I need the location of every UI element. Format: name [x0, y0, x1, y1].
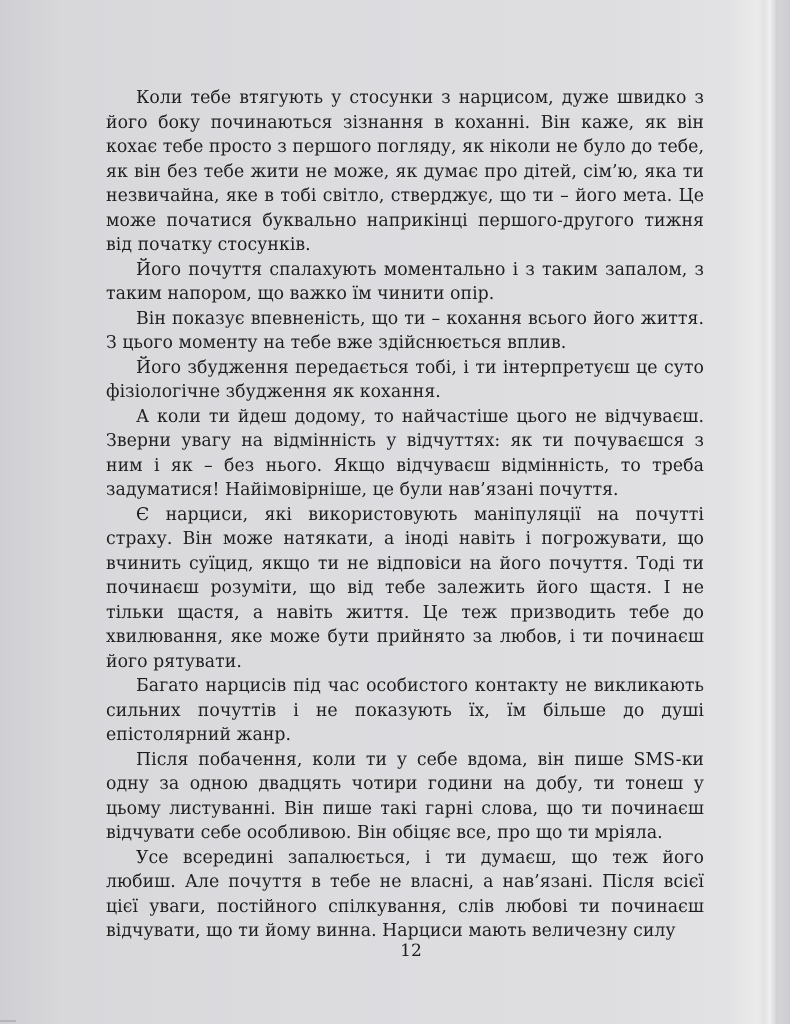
page-number: 12 — [400, 941, 422, 961]
paragraph: Його збудження передається тобі, і ти інтерпретуєш це суто фізіологічне збудження як кохання. — [106, 357, 704, 402]
paragraph: Є нарциси, які використовують маніпуляції на почутті страху. Він може натякати, а іноді навіть і погрожувати, що вчинить суїцид, якщо ти не відповіси на його почуття. Тоді ти починаєш розуміти, що від тебе залежить його щастя. І не тільки щастя, а навіть життя. Це теж призводить тебе до хвилювання, яке може бути прийнято за любов, і ти починаєш його рятувати. — [106, 504, 704, 672]
paragraph: Після побачення, коли ти у себе вдома, він пише SMS-ки одну за одною двадцять чотири години на добу, ти тонеш у цьому листуванні. Він пише такі гарні слова, що ти починаєш відчувати себе особливою. Він обіцяє все, про що ти мріяла. — [106, 749, 704, 843]
paragraph: Багато нарцисів під час особистого контакту не викликають сильних почуттів і не показують їх, їм більше до душі епістолярний жанр. — [106, 676, 704, 745]
paragraph: Усе всередині запалюється, і ти думаєш, що теж його любиш. Але почуття в тебе не власні, а нав’язані. Після всієї цієї уваги, постійного спілкування, слів любові ти починаєш відчувати, що ти йому винна. Нарциси мають величезну силу — [106, 847, 704, 941]
body-text — [106, 86, 704, 944]
paragraph: Коли тебе втягують у стосунки з нарцисом, дуже швидко з його боку починаються зізнання в коханні. Він каже, як він кохає тебе просто з першого погляду, як ніколи не було до тебе, як він без тебе жити не може, як думає про дітей, сім’ю, яка ти незвичайна, яке в тобі світло, стверджує, що ти – його мета. Це може початися буквально наприкінці першого-другого тижня від початку стосунків. — [106, 88, 704, 255]
paragraph: А коли ти йдеш додому, то найчастіше цього не відчуваєш. Зверни увагу на відмінність у відчуттях: як ти почуваєшся з ним і як – без нього. Якщо відчуваєш відмінність, то треба задуматися! Найімовірніше, це були нав’язані почуття. — [106, 406, 704, 500]
page-edge-shadow — [764, 0, 778, 1024]
paragraph: Він показує впевненість, що ти – кохання всього його життя. З цього моменту на тебе вже здійснюється вплив. — [106, 308, 704, 353]
scan-corner-mark — [0, 1020, 16, 1022]
paragraph: Його почуття спалахують моментально і з таким запалом, з таким напором, що важко їм чинити опір. — [106, 259, 704, 304]
